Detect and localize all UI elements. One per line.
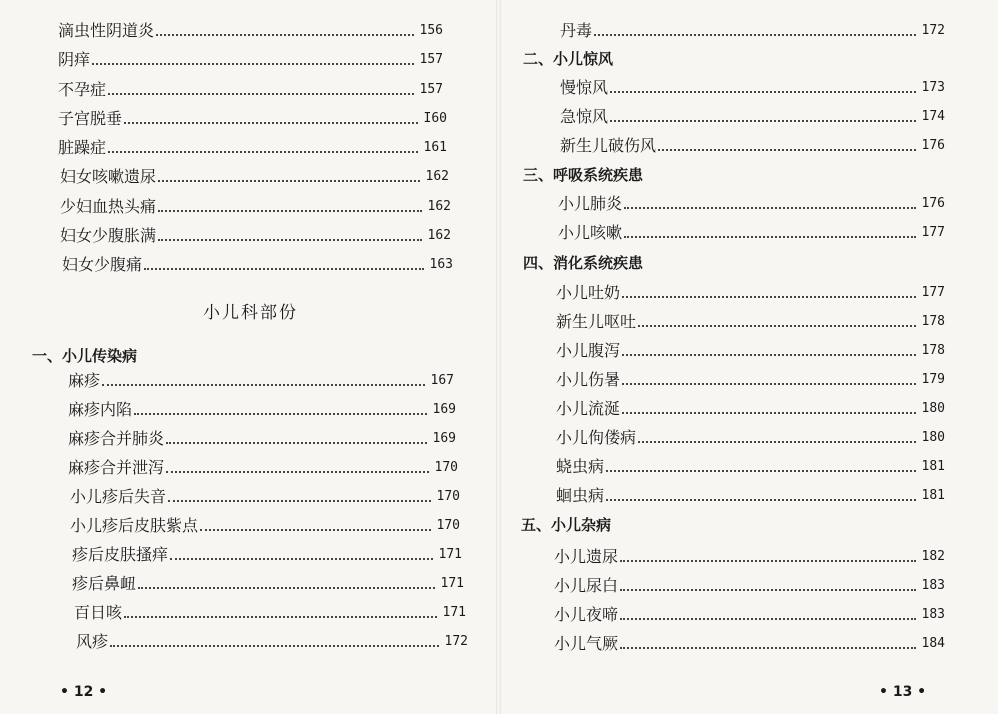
toc-entry xyxy=(60,196,451,218)
dot-leader xyxy=(610,91,916,93)
entry-label: 阴痒 xyxy=(58,50,91,69)
dot-leader xyxy=(638,441,916,443)
dot-leader xyxy=(166,471,429,473)
entry-label: 小儿伤暑 xyxy=(556,370,621,389)
dot-leader xyxy=(620,589,916,591)
entry-label: 蛲虫病 xyxy=(556,457,605,476)
entry-page-number: 180 xyxy=(921,401,945,416)
toc-entry xyxy=(70,486,460,508)
toc-entry xyxy=(58,79,443,101)
entry-page-number: 156 xyxy=(419,23,443,38)
entry-label: 子宫脱垂 xyxy=(58,109,123,128)
toc-entry xyxy=(556,282,945,304)
entry-label: 丹毒 xyxy=(560,21,593,40)
dot-leader xyxy=(144,268,424,270)
toc-entry xyxy=(556,369,945,391)
dot-leader xyxy=(620,618,916,620)
dot-leader xyxy=(638,325,916,327)
dot-leader xyxy=(134,413,427,415)
entry-page-number: 157 xyxy=(419,52,443,67)
toc-entry xyxy=(68,428,456,450)
entry-label: 妇女咳嗽遗尿 xyxy=(60,167,157,186)
entry-page-number: I60 xyxy=(423,111,447,126)
dot-leader xyxy=(138,587,435,589)
dot-leader xyxy=(110,645,439,647)
dot-leader xyxy=(200,529,431,531)
dot-leader xyxy=(102,384,425,386)
chapter-heading: 五、小儿杂病 xyxy=(521,516,612,534)
dot-leader xyxy=(622,412,916,414)
toc-entry xyxy=(560,106,945,128)
toc-entry xyxy=(58,137,447,159)
entry-page-number: 183 xyxy=(921,578,945,593)
toc-entry xyxy=(558,222,945,244)
toc-entry xyxy=(70,515,460,537)
entry-label: 新生儿破伤风 xyxy=(560,136,657,155)
entry-label: 小儿气厥 xyxy=(554,634,619,653)
entry-page-number: 176 xyxy=(921,196,945,211)
entry-page-number: 157 xyxy=(419,82,443,97)
dot-leader xyxy=(606,499,916,501)
dot-leader xyxy=(166,442,427,444)
entry-label: 脏躁症 xyxy=(58,138,107,157)
entry-page-number: 174 xyxy=(921,109,945,124)
entry-page-number: 183 xyxy=(921,607,945,622)
entry-label: 麻疹合并肺炎 xyxy=(68,429,165,448)
entry-label: 小儿咳嗽 xyxy=(558,223,623,242)
dot-leader xyxy=(158,180,420,182)
page-number-footer: • 12 • xyxy=(60,684,108,700)
entry-label: 妇女少腹胀满 xyxy=(60,226,157,245)
chapter-heading: 四、消化系统疾患 xyxy=(523,254,644,272)
entry-label: 滴虫性阴道炎 xyxy=(58,21,155,40)
toc-entry xyxy=(554,575,945,597)
entry-label: 麻疹内陷 xyxy=(68,400,133,419)
dot-leader xyxy=(622,354,916,356)
entry-label: 小儿佝偻病 xyxy=(556,428,637,447)
toc-entry xyxy=(68,457,458,479)
entry-page-number: 172 xyxy=(444,634,468,649)
dot-leader xyxy=(170,558,433,560)
entry-label: 小儿疹后皮肤紫点 xyxy=(70,516,199,535)
entry-page-number: 170 xyxy=(436,489,460,504)
toc-entry xyxy=(556,456,945,478)
toc-entry xyxy=(556,485,945,507)
dot-leader xyxy=(168,500,431,502)
dot-leader xyxy=(158,210,422,212)
toc-entry xyxy=(68,370,454,392)
entry-label: 蛔虫病 xyxy=(556,486,605,505)
entry-page-number: 161 xyxy=(423,140,447,155)
toc-entry xyxy=(60,166,449,188)
toc-entry xyxy=(62,254,453,276)
toc-entry xyxy=(58,20,443,42)
toc-entry xyxy=(58,108,447,130)
entry-page-number: 176 xyxy=(921,138,945,153)
entry-page-number: 162 xyxy=(427,199,451,214)
dot-leader xyxy=(620,560,916,562)
entry-page-number: 177 xyxy=(921,225,945,240)
entry-page-number: 173 xyxy=(921,80,945,95)
toc-entry xyxy=(74,602,466,624)
entry-page-number: 180 xyxy=(921,430,945,445)
entry-label: 麻疹 xyxy=(68,371,101,390)
dot-leader xyxy=(658,149,916,151)
entry-label: 新生儿呕吐 xyxy=(556,312,637,331)
entry-page-number: 179 xyxy=(921,372,945,387)
chapter-heading: 一、小儿传染病 xyxy=(32,347,138,365)
toc-entry xyxy=(60,225,451,247)
toc-entry xyxy=(556,398,945,420)
entry-label: 小儿疹后失音 xyxy=(70,487,167,506)
entry-label: 急惊风 xyxy=(560,107,609,126)
entry-page-number: 171 xyxy=(442,605,466,620)
entry-page-number: 182 xyxy=(921,549,945,564)
entry-label: 百日咳 xyxy=(74,603,123,622)
toc-entry xyxy=(76,631,468,653)
dot-leader xyxy=(594,34,916,36)
entry-page-number: 162 xyxy=(425,169,449,184)
entry-page-number: 171 xyxy=(438,547,462,562)
dot-leader xyxy=(610,120,916,122)
chapter-heading: 三、呼吸系统疾患 xyxy=(523,166,644,184)
dot-leader xyxy=(124,122,418,124)
entry-page-number: 171 xyxy=(440,576,464,591)
dot-leader xyxy=(622,296,916,298)
dot-leader xyxy=(620,647,916,649)
entry-page-number: 169 xyxy=(432,402,456,417)
entry-label: 小儿尿白 xyxy=(554,576,619,595)
dot-leader xyxy=(108,151,418,153)
entry-label: 小儿流涎 xyxy=(556,399,621,418)
entry-page-number: 163 xyxy=(429,257,453,272)
toc-entry xyxy=(58,49,443,71)
dot-leader xyxy=(624,207,916,209)
page-number-footer: • 13 • xyxy=(879,684,927,700)
dot-leader xyxy=(606,470,916,472)
toc-entry xyxy=(72,573,464,595)
entry-label: 少妇血热头痛 xyxy=(60,197,157,216)
entry-page-number: 181 xyxy=(921,459,945,474)
right-page xyxy=(499,0,998,714)
toc-entry xyxy=(554,546,945,568)
entry-label: 疹后皮肤搔痒 xyxy=(72,545,169,564)
entry-page-number: 170 xyxy=(434,460,458,475)
entry-page-number: 184 xyxy=(921,636,945,651)
entry-page-number: 177 xyxy=(921,285,945,300)
entry-label: 慢惊风 xyxy=(560,78,609,97)
entry-label: 麻疹合并泄泻 xyxy=(68,458,165,477)
dot-leader xyxy=(124,616,437,618)
entry-label: 小儿腹泻 xyxy=(556,341,621,360)
toc-entry xyxy=(554,604,945,626)
entry-label: 不孕症 xyxy=(58,80,107,99)
toc-entry xyxy=(560,20,945,42)
toc-entry xyxy=(554,633,945,655)
toc-entry xyxy=(68,399,456,421)
toc-entry xyxy=(556,427,945,449)
entry-page-number: 162 xyxy=(427,228,451,243)
dot-leader xyxy=(158,239,422,241)
entry-label: 疹后鼻衄 xyxy=(72,574,137,593)
toc-entry xyxy=(560,135,945,157)
entry-page-number: 167 xyxy=(430,373,454,388)
entry-page-number: 169 xyxy=(432,431,456,446)
entry-page-number: 178 xyxy=(921,343,945,358)
toc-entry xyxy=(72,544,462,566)
entry-label: 风疹 xyxy=(76,632,109,651)
toc-entry xyxy=(556,311,945,333)
dot-leader xyxy=(108,93,414,95)
entry-page-number: 170 xyxy=(436,518,460,533)
section-title: 小儿科部份 xyxy=(203,303,298,323)
toc-entry xyxy=(560,77,945,99)
toc-entry xyxy=(558,193,945,215)
entry-label: 小儿遗尿 xyxy=(554,547,619,566)
dot-leader xyxy=(156,34,414,36)
entry-page-number: 172 xyxy=(921,23,945,38)
entry-label: 妇女少腹痛 xyxy=(62,255,143,274)
entry-label: 小儿肺炎 xyxy=(558,194,623,213)
entry-page-number: 181 xyxy=(921,488,945,503)
entry-label: 小儿夜啼 xyxy=(554,605,619,624)
entry-label: 小儿吐奶 xyxy=(556,283,621,302)
dot-leader xyxy=(624,236,916,238)
dot-leader xyxy=(92,63,414,65)
toc-entry xyxy=(556,340,945,362)
entry-page-number: 178 xyxy=(921,314,945,329)
dot-leader xyxy=(622,383,916,385)
chapter-heading: 二、小儿惊风 xyxy=(523,50,614,68)
